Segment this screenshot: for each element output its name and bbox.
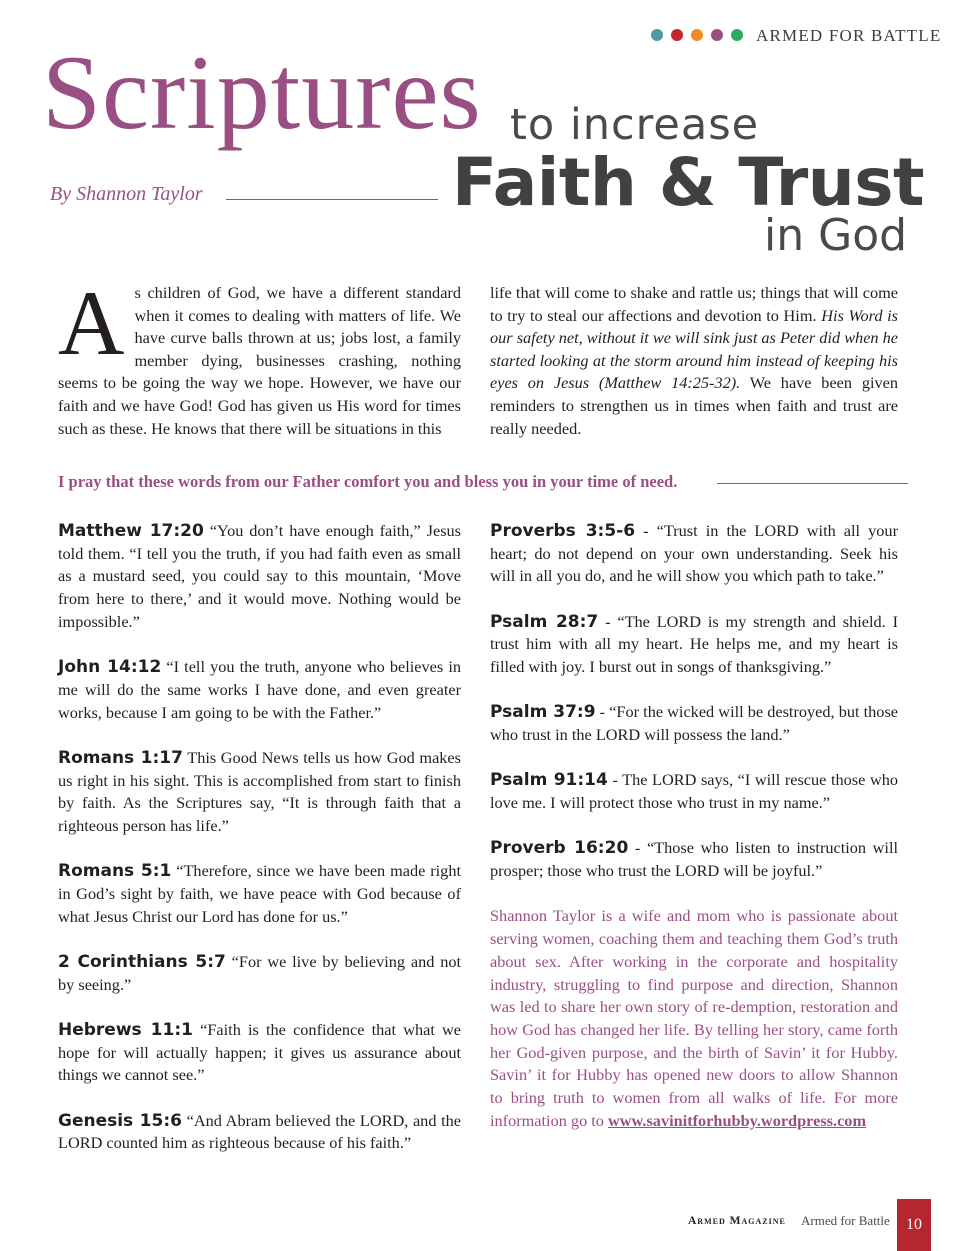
- verse-item: [58, 860, 461, 928]
- dot-teal: [651, 29, 663, 41]
- verse-ref: John 14:12: [58, 657, 162, 678]
- dot-purple: [711, 29, 723, 41]
- intro-text-2: [490, 282, 898, 440]
- title-in-god: in God: [764, 210, 908, 261]
- byline: By Shannon Taylor: [50, 183, 203, 205]
- verse-text: - “The LORD is my strength and shield. I trust him with all my heart. He helps me, and my heart is filled with joy. I burst out in songs of thanksgiving.”: [490, 611, 898, 677]
- verse-item: [58, 951, 461, 996]
- drop-cap: A: [58, 272, 125, 374]
- verse-ref: Psalm 91:14: [490, 770, 608, 791]
- verse-ref: Romans 5:1: [58, 861, 172, 882]
- verses-left-column: [58, 520, 461, 1178]
- verse-item: [490, 837, 898, 882]
- title-main: Scriptures: [42, 34, 482, 151]
- verse-item: [58, 747, 461, 838]
- verse-ref: Psalm 37:9: [490, 702, 596, 723]
- title-faith-trust: Faith & Trust: [452, 144, 925, 221]
- verse-item: [58, 656, 461, 724]
- verse-ref: Psalm 28:7: [490, 611, 599, 632]
- verse-item: [58, 520, 461, 634]
- verse-item: [490, 769, 898, 814]
- author-bio: [490, 905, 898, 1132]
- verses-right-column: [490, 520, 898, 1132]
- verse-ref: Genesis 15:6: [58, 1110, 182, 1131]
- verse-text: - “Those who listen to instruction will prosper; those who trust the LORD will be joyful.”: [490, 838, 899, 881]
- verse-text: “And Abram believed the LORD, and the LORD counted him as righteous because of his faith.”: [58, 1110, 462, 1153]
- intro-pre: life that will come to shake and rattle us; things that will come to try to steal our affections and devotion to Him.: [490, 283, 898, 325]
- verse-item: [490, 520, 898, 588]
- verse-text: - The LORD says, “I will rescue those who love me. I will protect those who trust in my name.”: [490, 770, 898, 813]
- dot-green: [731, 29, 743, 41]
- intro-column-1: [58, 272, 461, 440]
- dot-orange: [691, 29, 703, 41]
- verse-text: - “Trust in the LORD with all your heart; do not depend on your own understanding. Seek his will in all you do, and he will show you which path to take.”: [490, 521, 898, 586]
- verse-ref: Proverb 16:20: [490, 838, 629, 859]
- verse-ref: Matthew 17:20: [58, 521, 204, 541]
- verse-ref: Hebrews 11:1: [58, 1019, 193, 1040]
- intro-italic: His Word is our safety net, without it we will sink just as Peter did when he started looking at the storm around him instead of keeping his eyes on Jesus (Matthew 14:25-32).: [490, 305, 898, 393]
- title-to-increase: to increase: [510, 100, 760, 150]
- prayer-line: I pray that these words from our Father comfort you and bless you in your time of need.: [58, 472, 678, 491]
- verse-text: “Therefore, since we have been made right in God’s sight by faith, we have peace with God because of what Jesus Christ our Lord has done for us.”: [58, 861, 461, 926]
- verse-ref: 2 Corinthians 5:7: [58, 951, 226, 972]
- verse-ref: Romans 1:17: [58, 747, 183, 768]
- intro-text-1: s children of God, we have a different standard when it comes to dealing with matters of life. We have curve balls thrown at us; jobs lost, a family member dying, businesses crashing, nothing seems to be going the way we hope. However, we have our faith and we have God! God has given us His word for times such as these. He knows that there will be situations in this: [58, 283, 461, 438]
- page-number: 10: [897, 1199, 931, 1251]
- verse-item: [58, 1110, 461, 1155]
- footer-subtitle: Armed for Battle: [801, 1213, 890, 1228]
- intro-post: We have been given reminders to strengthen us in times when faith and trust are really needed.: [490, 373, 898, 438]
- footer-magazine: Armed Magazine: [688, 1215, 786, 1227]
- section-label: ARMED FOR BATTLE: [756, 26, 942, 45]
- verse-text: “Faith is the confidence that what we hope for will actually happen; it gives us assurance about things we cannot see.”: [58, 1019, 462, 1085]
- intro-column-2: [490, 282, 898, 440]
- bio-link[interactable]: www.savinitforhubby.wordpress.com: [608, 1110, 867, 1130]
- verse-text: - “For the wicked will be destroyed, but those who trust in the LORD will possess the land.”: [490, 702, 899, 745]
- prayer-rule: [717, 483, 908, 484]
- byline-rule: [226, 199, 438, 200]
- verse-text: “I tell you the truth, anyone who believes in me will do the same works I have done, and even greater works, because I am going to be with the Father.”: [58, 657, 461, 722]
- verse-ref: Proverbs 3:5-6: [490, 521, 636, 541]
- verse-text: This Good News tells us how God makes us right in his sight. This is accomplished from start to finish by faith. As the Scriptures say, “It is through faith that a righteous person has life.”: [58, 747, 461, 835]
- verse-item: [490, 611, 898, 679]
- verse-item: [490, 701, 898, 746]
- section-color-dots: [651, 29, 743, 43]
- verse-text: “For we live by believing and not by seeing.”: [58, 951, 462, 994]
- verse-item: [58, 1019, 461, 1087]
- bio-text: Shannon Taylor is a wife and mom who is passionate about serving women, coaching them and teaching them God’s truth about sex. After working in the corporate and hospitality industry, struggling to find purpose and direction, Shannon was led to share her own story of re-demption, restoration and how God has changed her life. By telling her story, came forth her God-given purpose, and the birth of Savin’ it for Hubby. Savin’ it for Hubby has opened new doors to allow Shannon to bring truth to women from all walks of life. For more information go to: [490, 906, 898, 1130]
- dot-red: [671, 29, 683, 41]
- verse-text: “You don’t have enough faith,” Jesus told them. “I tell you the truth, if you had faith even as small as a mustard seed, you could say to this mountain, ‘Move from here to there,’ and it would move. Nothing would be impossible.”: [58, 521, 462, 631]
